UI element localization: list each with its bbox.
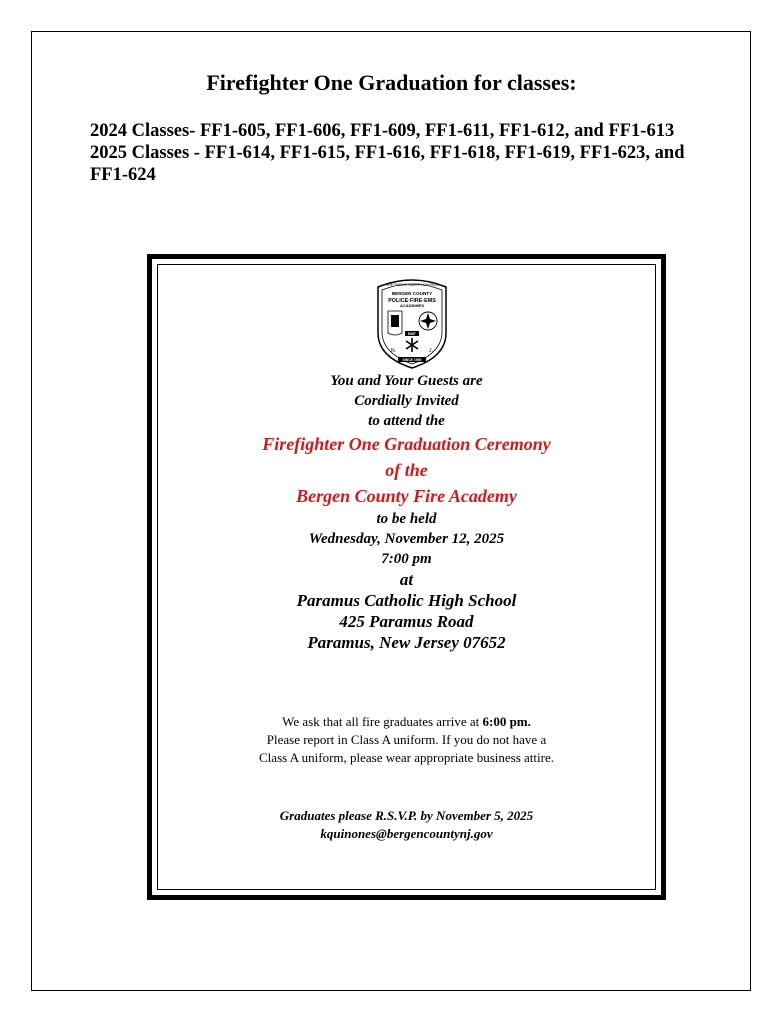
academy-badge-logo xyxy=(372,275,452,370)
event-title-line-3: Bergen County Fire Academy xyxy=(296,486,517,506)
svg-text:ACADEMIES: ACADEMIES xyxy=(399,303,425,308)
event-title-line-2: of the xyxy=(385,460,428,480)
venue-name: Paramus Catholic High School xyxy=(296,591,517,610)
svg-text:EMT: EMT xyxy=(407,332,417,337)
svg-text:BERGEN COUNTY: BERGEN COUNTY xyxy=(391,291,433,296)
svg-text:FIRE PUBLIC SAFETY DIVISION: FIRE PUBLIC SAFETY DIVISION xyxy=(385,283,439,287)
rsvp-email: kquinones@bergencountynj.gov xyxy=(320,826,493,841)
classes-2025: 2025 Classes - FF1-614, FF1-615, FF1-616, FF1-618, FF1-619, FF1-623, and FF1-624 xyxy=(90,143,685,185)
intro-line-3: to attend the xyxy=(368,413,445,429)
invitation-body xyxy=(158,371,655,653)
svg-text:POLICE·FIRE·EMS: POLICE·FIRE·EMS xyxy=(388,298,436,304)
note-line-1 xyxy=(158,713,655,731)
event-time: 7:00 pm xyxy=(381,551,432,567)
page-title: Firefighter One Graduation for classes: xyxy=(206,70,577,95)
arrival-note xyxy=(158,713,655,767)
svg-text:SINCE 1955: SINCE 1955 xyxy=(402,358,422,362)
event-date: Wednesday, November 12, 2025 xyxy=(308,531,505,547)
event-title-line-1: Firefighter One Graduation Ceremony xyxy=(262,434,551,454)
svg-text:J.: J. xyxy=(429,348,433,354)
note-line-2: Please report in Class A uniform. If you do not have a xyxy=(266,732,547,747)
invitation-frame xyxy=(147,254,666,900)
class-list xyxy=(90,120,690,186)
rsvp-block xyxy=(158,807,655,843)
note-line-3: Class A uniform, please wear appropriate business attire. xyxy=(259,750,554,765)
classes-2024: 2024 Classes- FF1-605, FF1-606, FF1-609, FF1-611, FF1-612, and FF1-613 xyxy=(90,121,675,141)
at-label: at xyxy=(399,570,414,589)
svg-text:N.: N. xyxy=(391,348,396,354)
intro-line-2: Cordially Invited xyxy=(354,393,459,409)
rsvp-deadline: Graduates please R.S.V.P. by November 5, 2025 xyxy=(279,808,534,823)
venue-city: Paramus, New Jersey 07652 xyxy=(307,633,506,652)
arrival-time: 6:00 pm. xyxy=(482,714,531,729)
venue-address: 425 Paramus Road xyxy=(339,612,474,631)
note-line-1-text: We ask that all fire graduates arrive at xyxy=(282,714,483,729)
intro-line-1: You and Your Guests are xyxy=(330,373,483,389)
to-be-held: to be held xyxy=(376,511,437,527)
invitation-inner-border xyxy=(157,264,656,890)
